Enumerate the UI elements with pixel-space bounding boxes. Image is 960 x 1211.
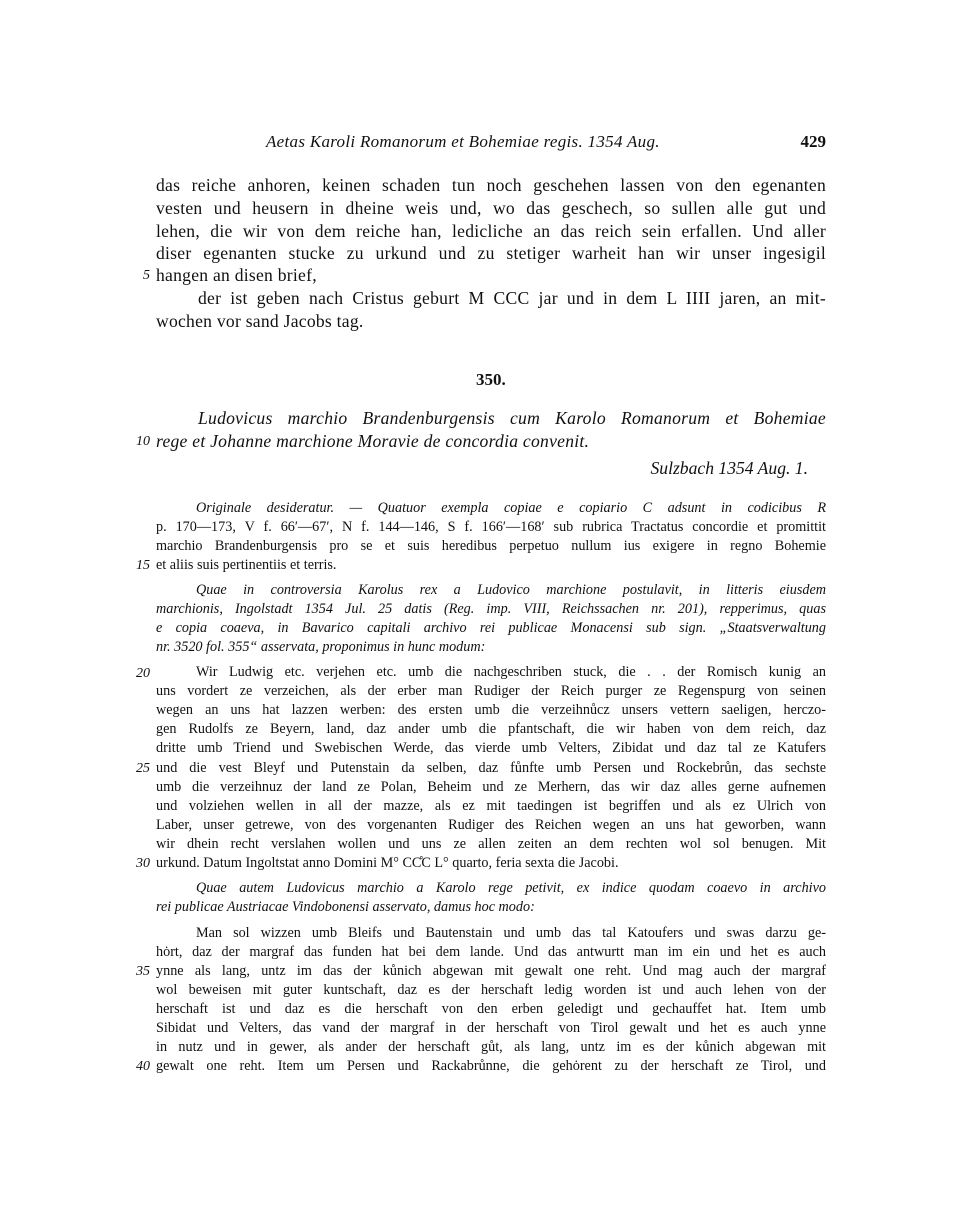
apparatus-line: Quae autem Ludovicus marchio a Karolo rege petivit, ex indice quodam coaevo in archivo: [196, 880, 826, 896]
text-line: dritte umb Triend und Swebischen Werde, das vierde umb Velters, Zibidat und daz tal ze Katufers: [156, 740, 826, 756]
text-line: urkund. Datum Ingoltstat anno Domini M° CC̊C L° quarto, feria sexta die Jacobi.: [156, 855, 619, 871]
page-header: [156, 132, 826, 156]
apparatus-line: Quae in controversia Karolus rex a Ludovico marchione postulavit, in litteris eiusdem: [196, 582, 826, 598]
line-number: 40: [136, 1059, 150, 1074]
running-title: Aetas Karoli Romanorum et Bohemiae regis. 1354 Aug.: [266, 132, 660, 151]
document-number: 350.: [476, 370, 506, 389]
apparatus-line: marchio Brandenburgensis pro se et suis heredibus perpetuo nullum ius exigere in regno Bohemie: [156, 538, 826, 554]
apparatus-line: marchionis, Ingolstadt 1354 Jul. 25 datis (Reg. imp. VIII, Reichssachen nr. 201), repperimus, quas: [156, 601, 826, 617]
intro-line: hangen an disen brief,: [156, 265, 317, 285]
text-line: wir dhein recht verslahen wollen und uns ze allen zeiten an dem rechten wol sol benugen. Mit: [156, 836, 826, 852]
text-line: wol beweisen mit guter kuntschaft, daz es der herschaft ledig worden ist und auch lehen von der: [156, 982, 826, 998]
text-line: und volziehen wellen in all der mazze, als ez mit taedingen ist begriffen und als ez Ulrich von: [156, 798, 826, 814]
line-number: 15: [136, 558, 150, 573]
apparatus-line: p. 170—173, V f. 66′—67′, N f. 144—146, S f. 166′—168′ sub rubrica Tractatus concordie et promittit: [156, 519, 826, 535]
text-line: uns vordert ze verzeichen, als der erber man Rudiger der Reich purger ze Regenspurg von seinen: [156, 683, 826, 699]
intro-line: der ist geben nach Cristus geburt M CCC jar und in dem L IIII jaren, an mit-: [198, 288, 826, 308]
text-line: herschaft ist und daz es die herschaft von den erben geledigt und gechauffet hat. Item umb: [156, 1001, 826, 1017]
apparatus-line: et aliis suis pertinentiis et terris.: [156, 557, 337, 573]
place-date: Sulzbach 1354 Aug. 1.: [650, 458, 808, 478]
line-number: 30: [136, 856, 150, 871]
intro-line: diser egenanten stucke zu urkund und zu stetiger warheit han wir unser ingesigil: [156, 243, 826, 263]
text-line: umb die verzeihnuz der land ze Polan, Beheim und ze Merhern, das wir daz alles gerne aufnemen: [156, 779, 826, 795]
text-line: in nutz und in gewer, als ander der herschaft gůt, als lang, untz im es der kůnich abgewan mit: [156, 1039, 826, 1055]
apparatus-line: nr. 3520 fol. 355“ asservata, proponimus in hunc modum:: [156, 639, 486, 655]
apparatus-line: Originale desideratur. — Quatuor exempla copiae e copiario C adsunt in codicibus R: [196, 500, 826, 516]
line-number: 20: [136, 666, 150, 681]
text-line: Man sol wizzen umb Bleifs und Bautenstain und umb das tal Katoufers und swas darzu ge-: [196, 925, 826, 941]
apparatus-line: e copia coaeva, in Bavarico capitali archivo rei publicae Monacensi sub sign. „Staatsverwaltung: [156, 620, 826, 636]
page-number: 429: [800, 132, 826, 151]
regest-line: rege et Johanne marchione Moravie de concordia convenit.: [156, 431, 590, 451]
line-number: 10: [136, 434, 150, 449]
line-number: 35: [136, 964, 150, 979]
line-number: 25: [136, 761, 150, 776]
text-line: Sibidat und Velters, das vand der margraf in der herschaft von Tirol gewalt und het es auch ynne: [156, 1020, 826, 1036]
intro-line: wochen vor sand Jacobs tag.: [156, 311, 364, 331]
intro-line: das reiche anhoren, keinen schaden tun noch geschehen lassen von den egenanten: [156, 175, 826, 195]
text-line: gewalt one reht. Item um Persen und Rackabrůnne, die gehȯrent zu der herschaft ze Tirol, und: [156, 1058, 826, 1074]
text-line: ynne als lang, untz im das der kůnich abgewan mit gewalt one reht. Und mag auch der margraf: [156, 963, 826, 979]
text-line: wegen an uns hat lazzen werben: des ersten umb die verzeihnůcz unsers vettern saeligen, herczo-: [156, 702, 826, 718]
intro-line: vesten und heusern in dheine weis und, wo das geschech, so sullen alle gut und: [156, 198, 826, 218]
regest-line: Ludovicus marchio Brandenburgensis cum Karolo Romanorum et Bohemiae: [198, 408, 826, 428]
apparatus-line: rei publicae Austriacae Vindobonensi asservato, damus hoc modo:: [156, 899, 535, 915]
text-line: und die vest Bleyf und Putenstain da selben, daz fůnfte umb Persen und Rockebrůn, das sechste: [156, 760, 826, 776]
text-line: hȯrt, daz der margraf das funden hat bei dem lande. Und das antwurtt man im ein und het es auch: [156, 944, 826, 960]
text-line: gen Rudolfs ze Beyern, land, daz ander umb die pfantschaft, die wir haben von dem reich, daz: [156, 721, 826, 737]
intro-line: lehen, die wir von dem reiche han, ledicliche an das reich sein erfallen. Und aller: [156, 221, 826, 241]
text-line: Wir Ludwig etc. verjehen etc. umb die nachgeschriben stuck, die . . der Romisch kunig an: [196, 664, 826, 680]
line-number: 5: [143, 268, 150, 283]
text-line: Laber, unser getrewe, von des vorgenanten Rudiger des Reichen wegen an uns hat geworben, wann: [156, 817, 826, 833]
